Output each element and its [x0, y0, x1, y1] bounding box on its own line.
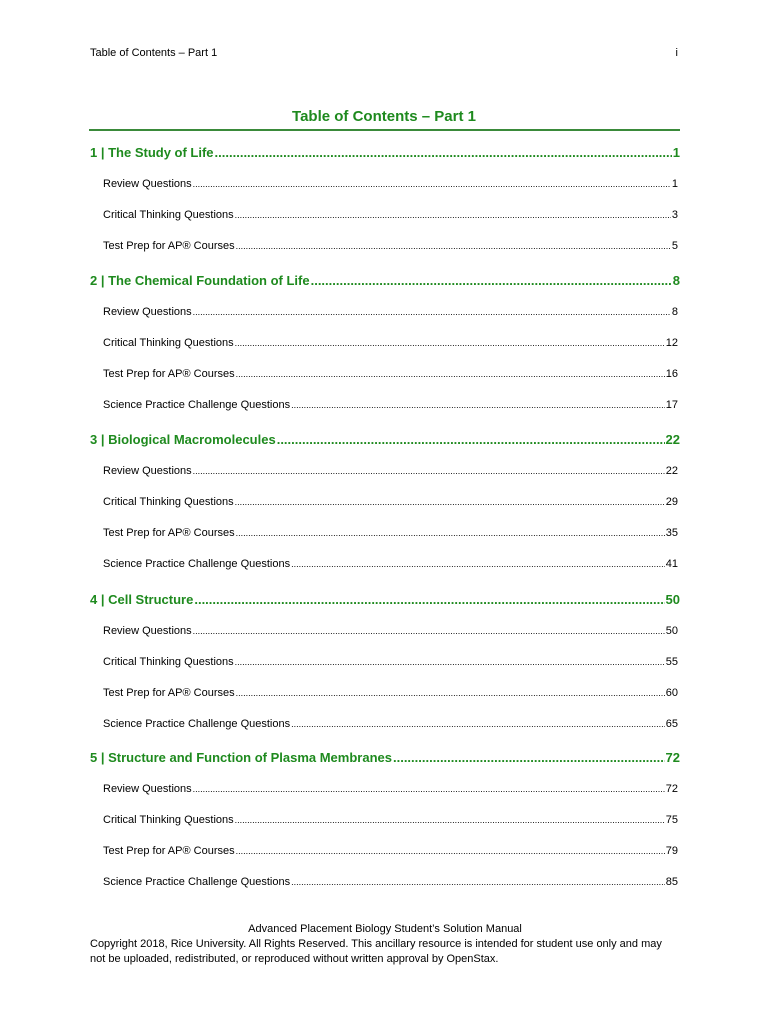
toc-section-entry[interactable] — [103, 814, 678, 826]
toc-section-page: 35 — [665, 527, 678, 539]
toc-section-label: Critical Thinking Questions — [103, 656, 234, 668]
toc-section-page: 29 — [665, 496, 678, 508]
toc-section-entry[interactable] — [103, 337, 678, 349]
dot-leader — [291, 718, 665, 730]
dot-leader — [311, 273, 672, 288]
toc-section-page: 8 — [671, 306, 678, 318]
toc-section-entry[interactable] — [103, 687, 678, 699]
toc-section-label: Review Questions — [103, 783, 192, 795]
dot-leader — [215, 145, 672, 160]
toc-section-entry[interactable] — [103, 178, 678, 190]
dot-leader — [236, 845, 665, 857]
dot-leader — [235, 496, 665, 508]
toc-section-entry[interactable] — [103, 625, 678, 637]
toc-chapter-label: 3 | Biological Macromolecules — [90, 432, 276, 447]
toc-section-entry[interactable] — [103, 527, 678, 539]
dot-leader — [193, 306, 671, 318]
toc-section-page: 1 — [671, 178, 678, 190]
toc-section-label: Test Prep for AP® Courses — [103, 845, 235, 857]
toc-chapter-label: 2 | The Chemical Foundation of Life — [90, 273, 310, 288]
toc-section-entry[interactable] — [103, 368, 678, 380]
toc-chapter-label: 1 | The Study of Life — [90, 145, 214, 160]
toc-chapter-page: 22 — [665, 432, 680, 447]
toc-section-page: 17 — [665, 399, 678, 411]
toc-section-page: 50 — [665, 625, 678, 637]
toc-section-entry[interactable] — [103, 656, 678, 668]
toc-section-label: Review Questions — [103, 625, 192, 637]
toc-section-label: Critical Thinking Questions — [103, 209, 234, 221]
dot-leader — [235, 337, 665, 349]
footer-manual-title: Advanced Placement Biology Student’s Solution Manual — [248, 923, 522, 935]
dot-leader — [291, 399, 665, 411]
toc-section-entry[interactable] — [103, 209, 678, 221]
title-divider — [89, 129, 680, 131]
toc-section-entry[interactable] — [103, 240, 678, 252]
toc-section-page: 5 — [671, 240, 678, 252]
dot-leader — [194, 592, 664, 607]
toc-section-page: 3 — [671, 209, 678, 221]
toc-chapter-label: 5 | Structure and Function of Plasma Membranes — [90, 750, 392, 765]
toc-chapter-entry[interactable] — [90, 750, 680, 765]
toc-section-label: Test Prep for AP® Courses — [103, 527, 235, 539]
toc-section-label: Science Practice Challenge Questions — [103, 718, 291, 730]
dot-leader — [236, 527, 665, 539]
toc-chapter-entry[interactable] — [90, 273, 680, 288]
toc-section-label: Test Prep for AP® Courses — [103, 240, 235, 252]
toc-section-label: Science Practice Challenge Questions — [103, 399, 291, 411]
dot-leader — [277, 432, 665, 447]
dot-leader — [193, 783, 665, 795]
toc-section-label: Review Questions — [103, 178, 192, 190]
toc-section-label: Critical Thinking Questions — [103, 814, 234, 826]
toc-section-entry[interactable] — [103, 783, 678, 795]
toc-chapter-entry[interactable] — [90, 432, 680, 447]
dot-leader — [291, 876, 665, 888]
dot-leader — [236, 240, 671, 252]
toc-section-label: Critical Thinking Questions — [103, 337, 234, 349]
toc-chapter-page: 50 — [665, 592, 680, 607]
toc-section-entry[interactable] — [103, 558, 678, 570]
page-footer — [90, 922, 680, 967]
toc-section-label: Review Questions — [103, 465, 192, 477]
toc-section-entry[interactable] — [103, 465, 678, 477]
toc-section-label: Science Practice Challenge Questions — [103, 558, 291, 570]
dot-leader — [193, 178, 671, 190]
footer-copyright: Copyright 2018, Rice University. All Rights Reserved. This ancillary resource is intended for student use only and may not be uploaded, redistributed, or reproduced without written approval by OpenStax. — [90, 938, 662, 965]
toc-title: Table of Contents – Part 1 — [292, 108, 476, 125]
dot-leader — [235, 814, 665, 826]
toc-section-label: Test Prep for AP® Courses — [103, 368, 235, 380]
dot-leader — [235, 656, 665, 668]
page-number-roman: i — [675, 47, 678, 59]
toc-section-page: 65 — [665, 718, 678, 730]
toc-section-page: 79 — [665, 845, 678, 857]
toc-section-page: 72 — [665, 783, 678, 795]
running-header-title: Table of Contents – Part 1 — [90, 47, 218, 59]
toc-section-entry[interactable] — [103, 306, 678, 318]
dot-leader — [236, 687, 665, 699]
toc-section-page: 22 — [665, 465, 678, 477]
dot-leader — [291, 558, 665, 570]
toc-section-page: 41 — [665, 558, 678, 570]
dot-leader — [193, 625, 665, 637]
toc-chapter-label: 4 | Cell Structure — [90, 592, 194, 607]
toc-section-label: Review Questions — [103, 306, 192, 318]
toc-section-entry[interactable] — [103, 496, 678, 508]
dot-leader — [193, 465, 665, 477]
dot-leader — [236, 368, 665, 380]
toc-chapter-page: 72 — [665, 750, 680, 765]
toc-chapter-entry[interactable] — [90, 592, 680, 607]
toc-section-entry[interactable] — [103, 718, 678, 730]
toc-section-page: 12 — [665, 337, 678, 349]
toc-section-page: 16 — [665, 368, 678, 380]
toc-section-entry[interactable] — [103, 845, 678, 857]
toc-chapter-page: 1 — [672, 145, 680, 160]
running-header — [90, 47, 678, 63]
toc-section-page: 60 — [665, 687, 678, 699]
toc-section-page: 75 — [665, 814, 678, 826]
toc-section-page: 55 — [665, 656, 678, 668]
toc-section-label: Science Practice Challenge Questions — [103, 876, 291, 888]
toc-chapter-entry[interactable] — [90, 145, 680, 160]
dot-leader — [393, 750, 665, 765]
toc-section-entry[interactable] — [103, 399, 678, 411]
toc-section-label: Critical Thinking Questions — [103, 496, 234, 508]
toc-section-label: Test Prep for AP® Courses — [103, 687, 235, 699]
toc-section-entry[interactable] — [103, 876, 678, 888]
toc-chapter-page: 8 — [672, 273, 680, 288]
dot-leader — [235, 209, 671, 221]
toc-section-page: 85 — [665, 876, 678, 888]
